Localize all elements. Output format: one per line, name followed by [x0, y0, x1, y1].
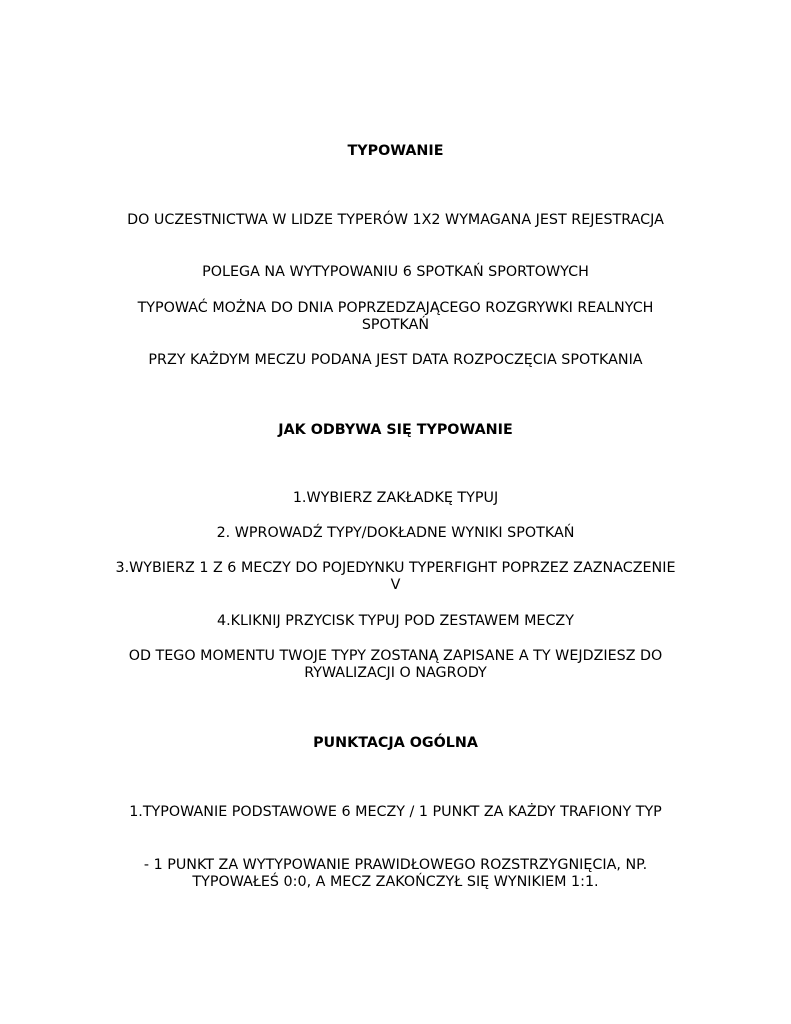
- step-2: 2. WPROWADŹ TYPY/DOKŁADNE WYNIKI SPOTKAŃ: [216, 525, 575, 541]
- paragraph-rivalry: OD TEGO MOMENTU TWOJE TYPY ZOSTANĄ ZAPISANE A TY WEJDZIESZ DO RYWALIZACJI O NAGRODY: [128, 648, 663, 681]
- step-4: 4.KLIKNIJ PRZYCISK TYPUJ POD ZESTAWEM MECZY: [217, 613, 574, 629]
- paragraph-point-rule: - 1 PUNKT ZA WYTYPOWANIE PRAWIDŁOWEGO ROZSTRZYGNIĘCIA, NP. TYPOWAŁEŚ 0:0, A MECZ ZAKOŃCZYŁ SIĘ WYNIKIEM 1:1.: [143, 857, 648, 890]
- paragraph-deadline: TYPOWAĆ MOŻNA DO DNIA POPRZEDZAJĄCEGO ROZGRYWKI REALNYCH SPOTKAŃ: [137, 300, 654, 333]
- heading-typowanie: TYPOWANIE: [347, 143, 444, 159]
- heading-general-scoring: PUNKTACJA OGÓLNA: [313, 735, 478, 751]
- paragraph-registration: DO UCZESTNICTWA W LIDZE TYPERÓW 1X2 WYMAGANA JEST REJESTRACJA: [127, 212, 664, 228]
- heading-how-to-bet: JAK ODBYWA SIĘ TYPOWANIE: [278, 422, 513, 438]
- paragraph-six-matches: POLEGA NA WYTYPOWANIU 6 SPOTKAŃ SPORTOWYCH: [202, 264, 589, 280]
- paragraph-basic-betting: 1.TYPOWANIE PODSTAWOWE 6 MECZY / 1 PUNKT ZA KAŻDY TRAFIONY TYP: [129, 804, 662, 820]
- step-1: 1.WYBIERZ ZAKŁADKĘ TYPUJ: [292, 490, 499, 506]
- step-3: 3.WYBIERZ 1 Z 6 MECZY DO POJEDYNKU TYPERFIGHT POPRZEZ ZAZNACZENIE V: [115, 560, 676, 593]
- paragraph-match-date: PRZY KAŻDYM MECZU PODANA JEST DATA ROZPOCZĘCIA SPOTKANIA: [148, 352, 643, 368]
